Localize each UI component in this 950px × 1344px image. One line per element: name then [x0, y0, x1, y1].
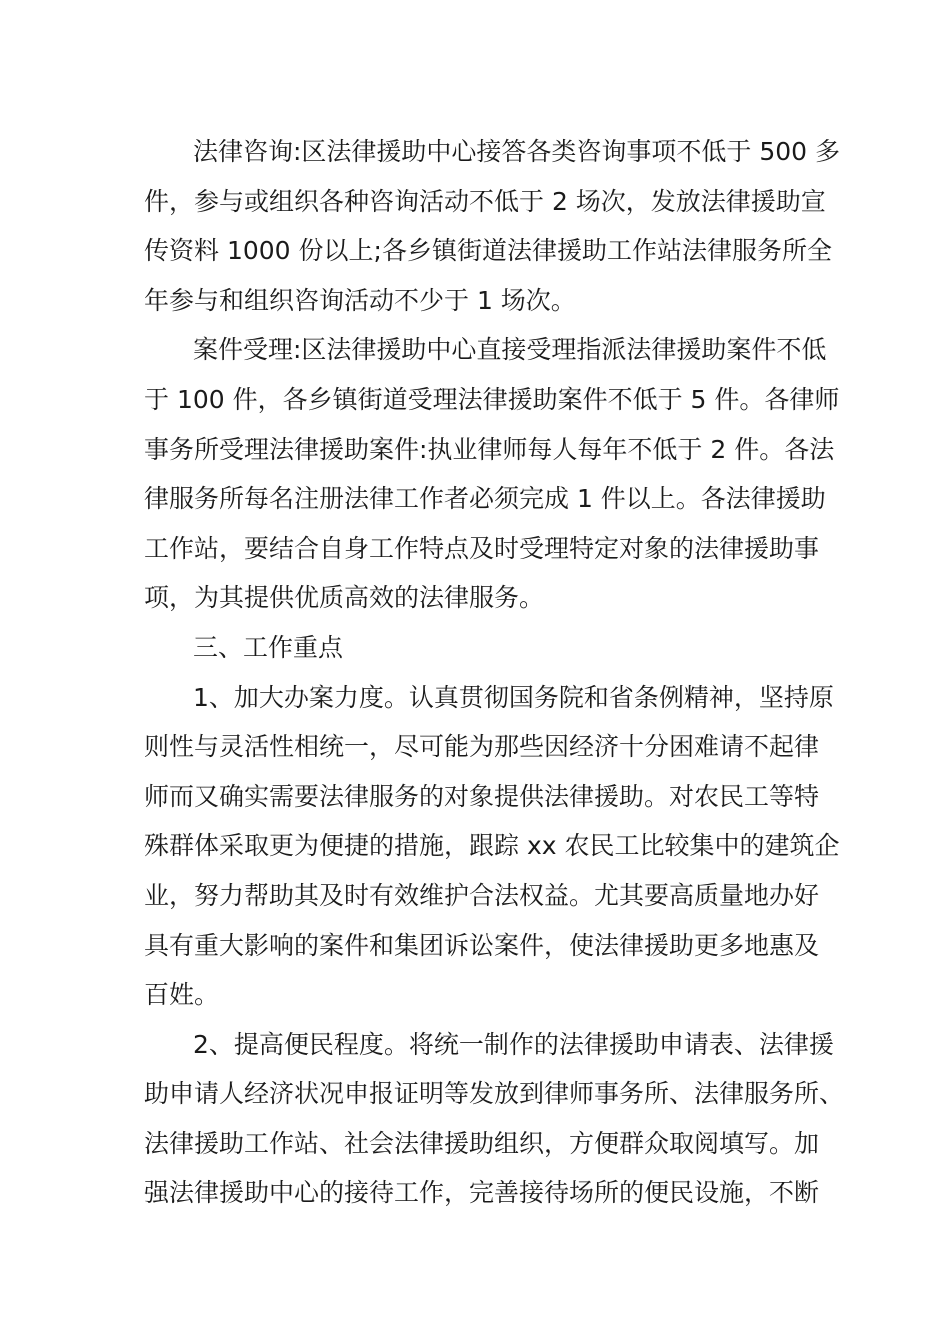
item-2-line-4: 强法律援助中心的接待工作，完善接待场所的便民设施，不断: [144, 1178, 820, 1208]
item-1-line-3: 师而又确实需要法律服务的对象提供法律援助。对农民工等特: [144, 781, 820, 811]
item-1-line-1: 1、加大办案力度。认真贯彻国务院和省条例精神，坚持原: [193, 682, 834, 712]
item-1-line-7: 百姓。: [144, 980, 220, 1010]
paragraph-consultation-line-4: 年参与和组织咨询活动不少于 1 场次。: [144, 285, 576, 315]
paragraph-case-acceptance-line-5: 工作站，要结合自身工作特点及时受理特定对象的法律援助事: [144, 533, 820, 563]
item-1-line-6: 具有重大影响的案件和集团诉讼案件，使法律援助更多地惠及: [144, 930, 820, 960]
paragraph-case-acceptance-line-3: 事务所受理法律援助案件:执业律师每人每年不低于 2 件。各法: [144, 434, 835, 464]
item-1-line-2: 则性与灵活性相统一，尽可能为那些因经济十分困难请不起律: [144, 732, 820, 762]
paragraph-case-acceptance-line-2: 于 100 件，各乡镇街道受理法律援助案件不低于 5 件。各律师: [144, 384, 840, 414]
paragraph-case-acceptance-line-1: 案件受理:区法律援助中心直接受理指派法律援助案件不低: [193, 335, 827, 365]
item-2-line-2: 助申请人经济状况申报证明等发放到律师事务所、法律服务所、: [144, 1079, 845, 1109]
item-1-line-5: 业，努力帮助其及时有效维护合法权益。尤其要高质量地办好: [144, 880, 820, 910]
paragraph-consultation-line-2: 件，参与或组织各种咨询活动不低于 2 场次，发放法律援助宣: [144, 186, 826, 216]
paragraph-case-acceptance-line-4: 律服务所每名注册法律工作者必须完成 1 件以上。各法律援助: [144, 484, 826, 514]
item-1-line-4: 殊群体采取更为便捷的措施，跟踪 xx 农民工比较集中的建筑企: [144, 831, 840, 861]
item-2-line-1: 2、提高便民程度。将统一制作的法律援助申请表、法律援: [193, 1029, 834, 1059]
item-2-line-3: 法律援助工作站、社会法律援助组织，方便群众取阅填写。加: [144, 1128, 820, 1158]
paragraph-consultation-line-1: 法律咨询:区法律援助中心接答各类咨询事项不低于 500 多: [193, 137, 841, 166]
paragraph-consultation-line-3: 传资料 1000 份以上;各乡镇街道法律援助工作站法律服务所全: [144, 236, 832, 266]
paragraph-case-acceptance-line-6: 项，为其提供优质高效的法律服务。: [144, 583, 545, 613]
section-heading-work-focus: 三、工作重点: [193, 632, 344, 662]
document-body: [144, 127, 845, 1218]
